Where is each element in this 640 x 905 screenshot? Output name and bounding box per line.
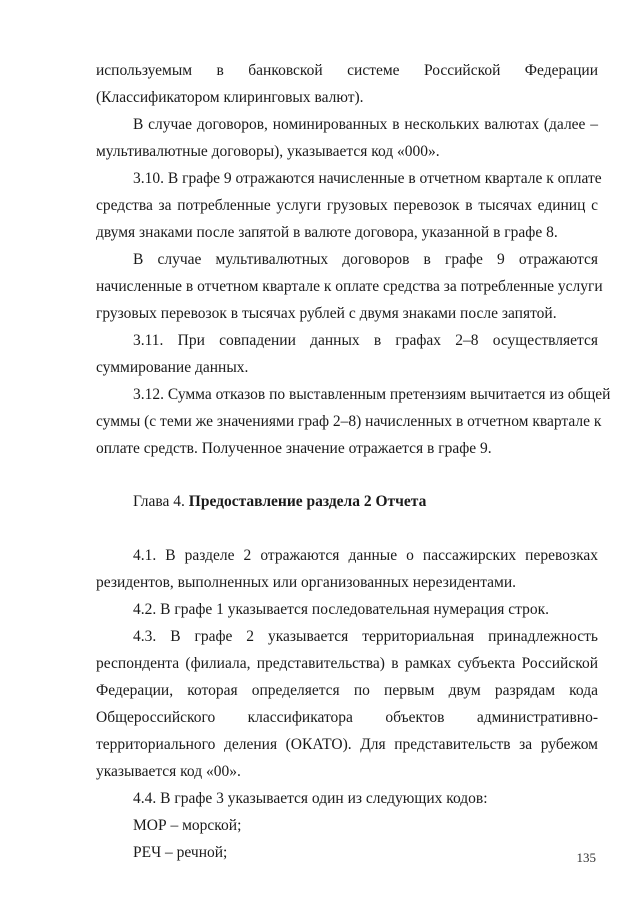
text-line: Федерации, которая определяется по первым двум разрядам кода (96, 682, 598, 699)
text-line: 4.3. В графе 2 указывается территориальная принадлежность (133, 628, 598, 645)
text-line: В случае договоров, номинированных в нескольких валютах (далее – (133, 116, 598, 133)
text-line: респондента (филиала, представительства) в рамках субъекта Российской (96, 655, 598, 672)
text-line: средства за потребленные услуги грузовых перевозок в тысячах единиц с (96, 197, 598, 214)
text-line: суммирование данных. (96, 359, 249, 376)
text-line: мультивалютные договоры), указывается код «000». (96, 143, 440, 160)
text-line: используемым в банковской системе Российской Федерации (96, 62, 598, 79)
list-item: РЕЧ – речной; (133, 844, 228, 861)
text-line: начисленные в отчетном квартале к оплате средства за потребленные услуги (96, 278, 603, 295)
text-line: 4.2. В графе 1 указывается последовательная нумерация строк. (133, 601, 550, 618)
text-line: двумя знаками после запятой в валюте договора, указанной в графе 8. (96, 224, 558, 241)
text-line: 3.10. В графе 9 отражаются начисленные в отчетном квартале к оплате (133, 170, 602, 187)
text-line: резидентов, выполненных или организованных нерезидентами. (96, 574, 517, 591)
text-line: Общероссийского классификатора объектов административно- (96, 709, 598, 726)
text-line: указывается код «00». (96, 763, 241, 780)
chapter-heading (133, 493, 598, 511)
text-line: В случае мультивалютных договоров в графе 9 отражаются (133, 251, 598, 268)
text-line: оплате средств. Полученное значение отражается в графе 9. (96, 440, 492, 457)
text-line: 3.12. Сумма отказов по выставленным претензиям вычитается из общей (133, 386, 611, 403)
text-line: грузовых перевозок в тысячах рублей с двумя знаками после запятой. (96, 305, 557, 322)
chapter-number: Глава 4. (133, 493, 185, 510)
text-line: 4.4. В графе 3 указывается один из следующих кодов: (133, 790, 488, 807)
text-line: (Классификатором клиринговых валют). (96, 89, 364, 106)
text-line: территориального деления (ОКАТО). Для представительств за рубежом (96, 736, 598, 753)
list-item: МОР – морской; (133, 817, 242, 834)
text-line: 3.11. При совпадении данных в графах 2–8 осуществляется (133, 332, 598, 349)
page-number: 135 (576, 850, 596, 865)
text-line: суммы (с теми же значениями граф 2–8) начисленных в отчетном квартале к (96, 413, 602, 430)
text-line: 4.1. В разделе 2 отражаются данные о пассажирских перевозках (133, 547, 598, 564)
chapter-title: Предоставление раздела 2 Отчета (188, 493, 427, 510)
